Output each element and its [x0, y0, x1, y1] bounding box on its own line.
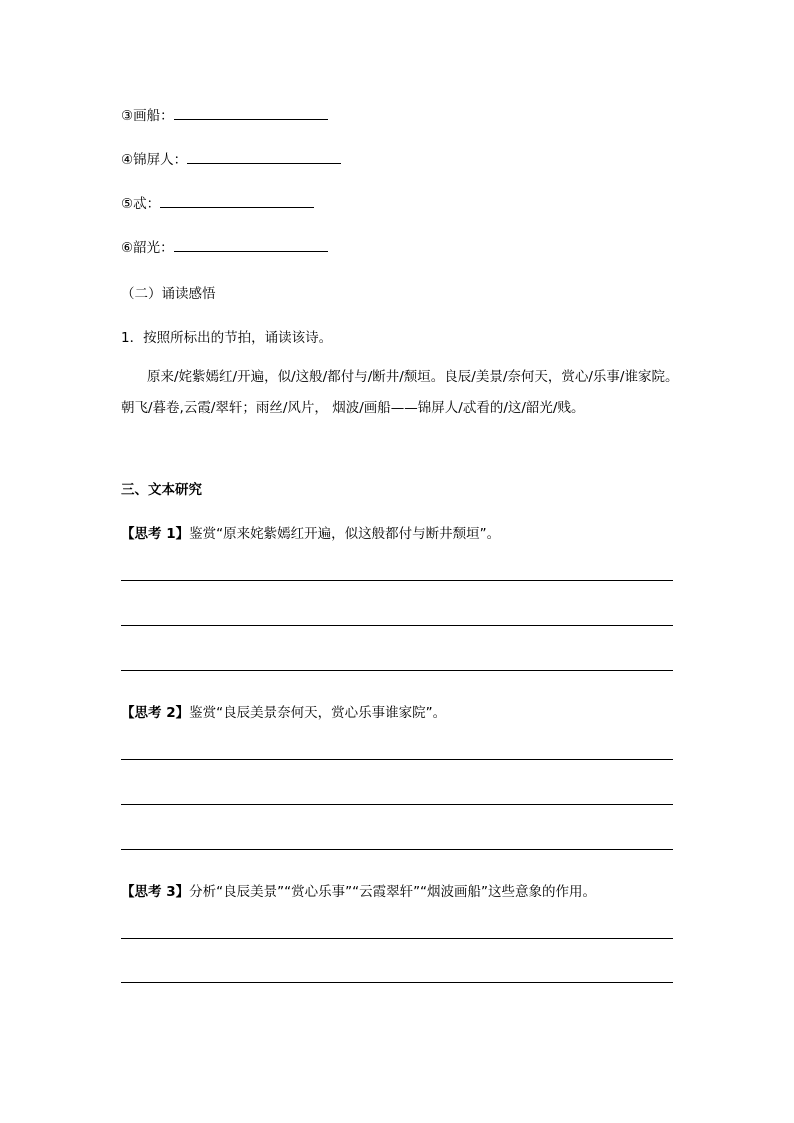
vocab-label: ⑤忒： — [121, 196, 161, 212]
poem-text: 原来/姹紫嫣红/开遍，似/这般/都付与/断井/颓垣。良辰/美景/奈何天，赏心/乐事/谁家院。朝飞/暮卷,云霞/翠轩；雨丝/风片， 烟波/画船——锦屏人/忒看的/这/韶光/贱。 — [121, 369, 679, 416]
think-tag: 【思考 1】 — [121, 526, 190, 542]
think-tag: 【思考 2】 — [121, 705, 190, 721]
answer-line[interactable] — [121, 670, 673, 671]
vocab-item-5 — [121, 192, 314, 212]
question-1: 1．按照所标出的节拍，诵读该诗。 — [121, 330, 333, 346]
answer-line[interactable] — [121, 938, 673, 939]
vocab-label: ④锦屏人： — [121, 152, 188, 168]
think-question-2 — [121, 701, 446, 721]
vocab-item-3 — [121, 104, 328, 124]
think-question-3 — [121, 880, 596, 900]
vocab-item-4 — [121, 148, 341, 168]
subsection-title: （二）诵读感悟 — [121, 286, 216, 302]
think-question-1 — [121, 522, 500, 542]
answer-line[interactable] — [121, 849, 673, 850]
answer-line[interactable] — [121, 625, 673, 626]
answer-line[interactable] — [121, 759, 673, 760]
answer-blank[interactable] — [160, 206, 314, 208]
think-text: 鉴赏“原来姹紫嫣红开遍，似这般都付与断井颓垣”。 — [189, 526, 501, 542]
answer-blank[interactable] — [174, 250, 328, 252]
answer-line[interactable] — [121, 982, 673, 983]
answer-line[interactable] — [121, 580, 673, 581]
answer-blank[interactable] — [187, 162, 341, 164]
vocab-label: ③画船： — [121, 108, 174, 124]
think-tag: 【思考 3】 — [121, 884, 190, 900]
answer-line[interactable] — [121, 804, 673, 805]
vocab-label: ⑥韶光： — [121, 240, 174, 256]
think-text: 分析“良辰美景”“赏心乐事”“云霞翠轩”“烟波画船”这些意象的作用。 — [189, 884, 597, 900]
section-title: 三、文本研究 — [121, 482, 202, 498]
vocab-item-6 — [121, 236, 328, 256]
think-text: 鉴赏“良辰美景奈何天，赏心乐事谁家院”。 — [189, 705, 447, 721]
answer-blank[interactable] — [174, 118, 328, 120]
